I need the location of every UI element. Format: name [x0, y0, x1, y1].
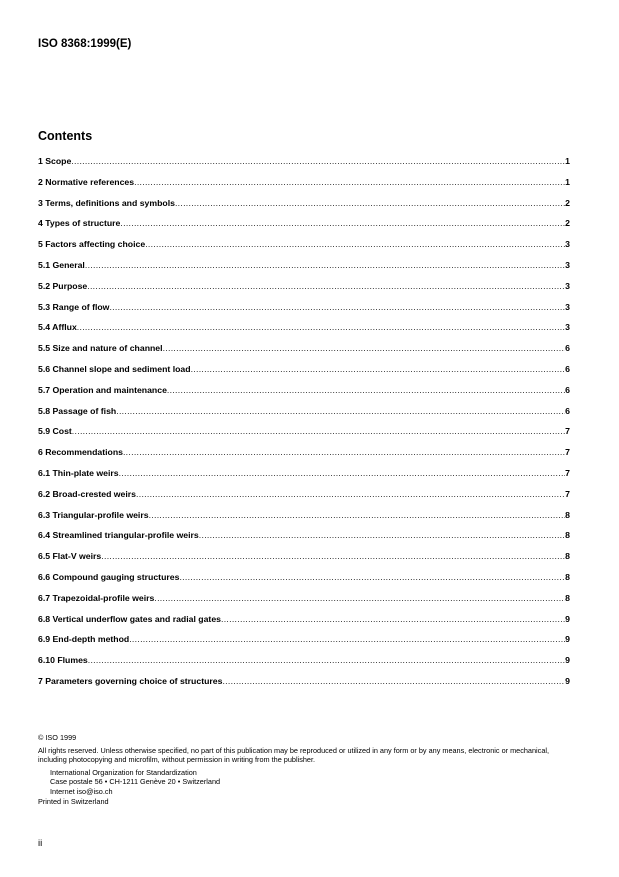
toc-dot-leader: [77, 322, 565, 332]
toc-entry[interactable]: [38, 239, 570, 260]
toc-entry-title: 5.8 Passage of fish: [38, 405, 117, 416]
toc-dot-leader: [179, 572, 565, 582]
toc-entry[interactable]: [38, 489, 570, 510]
toc-entry-page: 8: [565, 592, 570, 603]
toc-entry[interactable]: [38, 302, 570, 323]
toc-dot-leader: [72, 426, 565, 436]
toc-entry[interactable]: [38, 426, 570, 447]
toc-entry-page: 9: [565, 675, 570, 686]
toc-entry-page: 7: [565, 488, 570, 499]
toc-entry-title: 5.5 Size and nature of channel: [38, 343, 163, 354]
toc-entry-title: 6.8 Vertical underflow gates and radial gates: [38, 613, 221, 624]
toc-entry-page: 1: [565, 176, 570, 187]
toc-entry-title: 6.7 Trapezoidal-profile weirs: [38, 592, 155, 603]
toc-entry[interactable]: [38, 551, 570, 572]
toc-dot-leader: [119, 468, 566, 478]
toc-entry-page: 3: [565, 301, 570, 312]
toc-dot-leader: [221, 614, 565, 624]
toc-dot-leader: [175, 198, 565, 208]
toc-entry-page: 3: [565, 239, 570, 250]
toc-entry[interactable]: [38, 385, 570, 406]
toc-entry-title: 6.6 Compound gauging structures: [38, 571, 180, 582]
toc-entry-page: 9: [565, 655, 570, 666]
rights-notice: All rights reserved. Unless otherwise specified, no part of this publication may be reproduced or utilized in any form or by any means, electronic or mechanical, including photocopying and microfilm, without permission in writing from the publisher.: [38, 745, 550, 765]
toc-entry-page: 6: [565, 384, 570, 395]
toc-entry-title: 5.9 Cost: [38, 426, 72, 437]
toc-entry-title: 2 Normative references: [38, 176, 135, 187]
toc-entry-page: 9: [565, 634, 570, 645]
toc-entry[interactable]: [38, 468, 570, 489]
toc-entry-page: 3: [565, 280, 570, 291]
toc-entry[interactable]: [38, 322, 570, 343]
toc-dot-leader: [85, 260, 565, 270]
toc-entry-title: 1 Scope: [38, 156, 72, 166]
toc-dot-leader: [199, 530, 565, 540]
contents-heading: Contents: [38, 129, 93, 143]
printed-in: Printed in Switzerland: [38, 796, 109, 806]
toc-entry-page: 3: [565, 322, 570, 333]
toc-entry-title: 6.2 Broad-crested weirs: [38, 488, 137, 499]
toc-entry-title: 3 Terms, definitions and symbols: [38, 197, 175, 208]
toc-dot-leader: [167, 385, 565, 395]
toc-entry-title: 5.3 Range of flow: [38, 301, 110, 312]
toc-dot-leader: [191, 364, 566, 374]
toc-entry-title: 6 Recommendations: [38, 447, 123, 458]
toc-entry[interactable]: [38, 218, 570, 239]
toc-entry[interactable]: [38, 260, 570, 281]
toc-dot-leader: [149, 510, 566, 520]
toc-dot-leader: [154, 593, 565, 603]
toc-entry-title: 7 Parameters governing choice of structures: [38, 675, 223, 686]
toc-entry-page: 7: [565, 426, 570, 437]
toc-entry[interactable]: [38, 510, 570, 531]
toc-entry-page: 6: [565, 343, 570, 354]
toc-dot-leader: [116, 406, 565, 416]
toc-dot-leader: [145, 239, 565, 249]
toc-dot-leader: [222, 676, 565, 686]
page-number: ii: [38, 838, 43, 849]
toc-entry-title: 4 Types of structure: [38, 218, 121, 229]
toc-dot-leader: [129, 634, 565, 644]
toc-entry-page: 2: [565, 218, 570, 229]
toc-entry-page: 6: [565, 405, 570, 416]
toc-dot-leader: [136, 489, 565, 499]
toc-entry[interactable]: [38, 634, 570, 655]
toc-entry-page: 3: [565, 259, 570, 270]
toc-entry-title: 6.5 Flat-V weirs: [38, 551, 102, 562]
toc-entry-page: 1: [565, 156, 570, 166]
toc-entry[interactable]: [38, 614, 570, 635]
organization-name: International Organization for Standardization: [50, 767, 197, 777]
toc-entry-page: 8: [565, 571, 570, 582]
toc-entry-page: 9: [565, 613, 570, 624]
table-of-contents: [38, 156, 570, 697]
toc-entry-title: 6.3 Triangular-profile weirs: [38, 509, 149, 520]
toc-entry[interactable]: [38, 530, 570, 551]
toc-entry-title: 5 Factors affecting choice: [38, 239, 146, 250]
toc-entry[interactable]: [38, 281, 570, 302]
toc-dot-leader: [88, 655, 565, 665]
toc-entry-page: 2: [565, 197, 570, 208]
toc-entry-title: 6.1 Thin-plate weirs: [38, 467, 119, 478]
toc-entry[interactable]: [38, 655, 570, 676]
toc-entry[interactable]: [38, 343, 570, 364]
toc-entry-page: 6: [565, 363, 570, 374]
toc-dot-leader: [87, 281, 565, 291]
toc-entry-title: 6.9 End-depth method: [38, 634, 130, 645]
toc-entry[interactable]: [38, 364, 570, 385]
toc-entry[interactable]: [38, 593, 570, 614]
toc-entry-title: 5.4 Afflux: [38, 322, 77, 333]
toc-entry-page: 8: [565, 530, 570, 541]
toc-dot-leader: [101, 551, 565, 561]
toc-dot-leader: [134, 177, 565, 187]
toc-entry[interactable]: [38, 177, 570, 198]
toc-entry[interactable]: [38, 572, 570, 593]
document-id-header: ISO 8368:1999(E): [38, 38, 132, 50]
toc-entry-title: 5.1 General: [38, 259, 85, 270]
toc-entry-page: 7: [565, 447, 570, 458]
toc-entry-title: 5.6 Channel slope and sediment load: [38, 363, 191, 374]
toc-entry-title: 5.7 Operation and maintenance: [38, 384, 167, 395]
toc-entry-title: 6.10 Flumes: [38, 655, 88, 666]
toc-entry-title: 5.2 Purpose: [38, 280, 88, 291]
toc-entry[interactable]: [38, 156, 570, 177]
toc-entry-title: 6.4 Streamlined triangular-profile weirs: [38, 530, 199, 541]
toc-entry[interactable]: [38, 406, 570, 427]
toc-entry-page: 7: [565, 467, 570, 478]
organization-address: Case postale 56 • CH-1211 Genève 20 • Switzerland: [50, 777, 221, 787]
toc-dot-leader: [109, 302, 565, 312]
toc-entry[interactable]: [38, 447, 570, 468]
copyright-line: © ISO 1999: [38, 733, 77, 742]
toc-dot-leader: [163, 343, 566, 353]
toc-dot-leader: [120, 218, 565, 228]
organization-internet: Internet iso@iso.ch: [50, 786, 113, 796]
toc-dot-leader: [123, 447, 565, 457]
toc-entry-page: 8: [565, 509, 570, 520]
toc-entry-page: 8: [565, 551, 570, 562]
toc-entry[interactable]: [38, 198, 570, 219]
toc-entry[interactable]: [38, 676, 570, 697]
toc-dot-leader: [71, 156, 565, 166]
copyright-block: [38, 733, 578, 806]
